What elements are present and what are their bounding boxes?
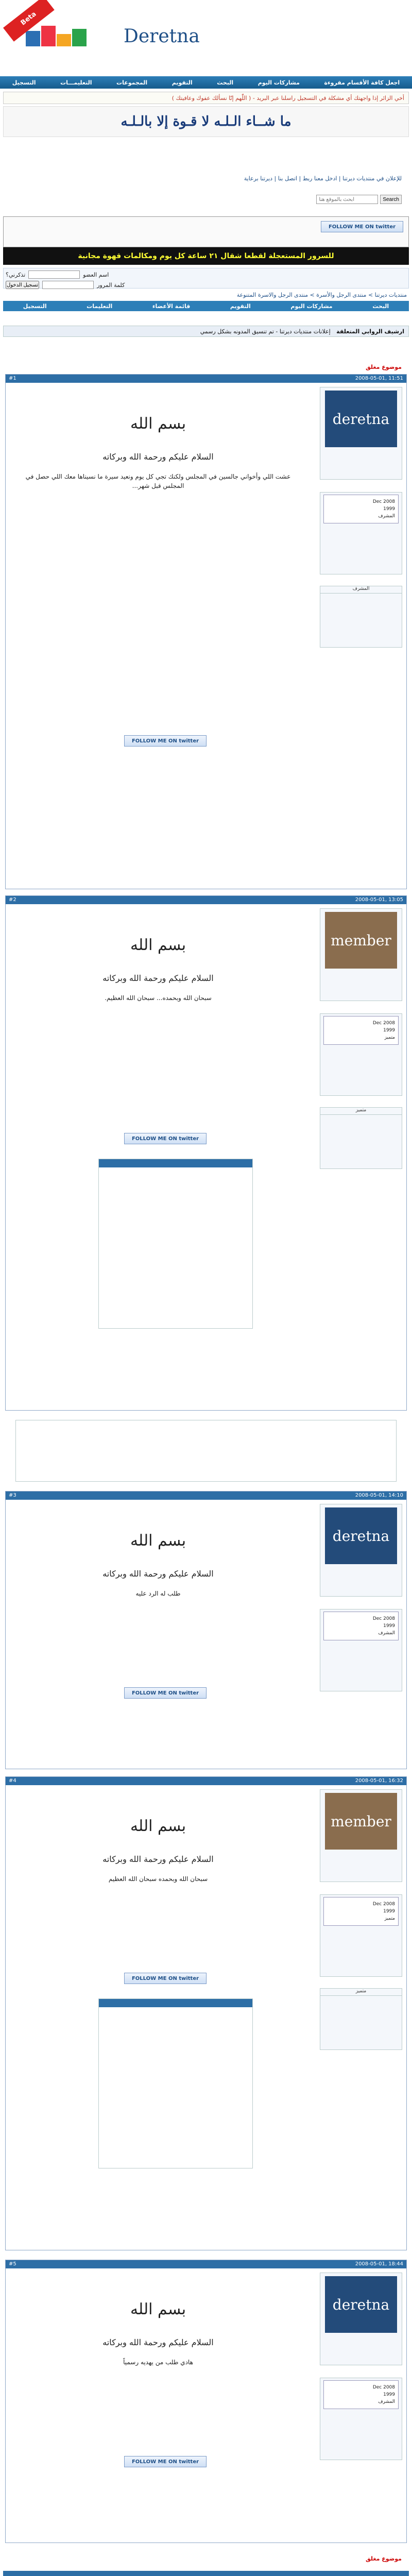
twitter-label: twitter bbox=[179, 1975, 199, 1981]
post-count: 1999 bbox=[383, 506, 395, 512]
post-date: 2008-05-01, 14:10 bbox=[355, 1493, 403, 1498]
nav2-item[interactable]: مشاركات اليوم bbox=[290, 302, 333, 310]
reputation-box bbox=[320, 1107, 402, 1169]
signature-header bbox=[99, 1999, 252, 2007]
signature-box bbox=[98, 1159, 253, 1329]
user-stats-box bbox=[320, 1894, 402, 1977]
post-header bbox=[6, 375, 406, 383]
user-stats bbox=[323, 1016, 399, 1045]
user-stats-box bbox=[320, 492, 402, 574]
follow-twitter-button[interactable] bbox=[124, 1133, 207, 1144]
user-stats bbox=[323, 2380, 399, 2409]
user-stats bbox=[323, 1612, 399, 1640]
post-count: 1999 bbox=[383, 1028, 395, 1033]
follow-box bbox=[3, 216, 409, 247]
post bbox=[5, 1491, 407, 1769]
follow-label: FOLLOW ME ON bbox=[131, 1690, 177, 1696]
remember-label: تذكرني؟ bbox=[6, 271, 26, 278]
follow-twitter-button[interactable] bbox=[124, 2456, 207, 2467]
nav-item[interactable]: التعليمـــات bbox=[60, 79, 92, 86]
calligraphy: بسم الله bbox=[130, 2300, 186, 2318]
post-body: عشت اللي وأخواني جالسين في المجلس ولكنك تجي كل يوم ونعيد سيرة ما نسيناها معك اللي حصل في المجلس قبل شهر... bbox=[25, 473, 291, 489]
follow-label: FOLLOW ME ON bbox=[131, 1975, 177, 1981]
user-avatar-box bbox=[320, 2273, 402, 2365]
beta-ribbon: Beta bbox=[3, 0, 55, 42]
login-form bbox=[3, 268, 409, 289]
secondary-navbar bbox=[3, 301, 409, 311]
user-badge: المشرف bbox=[378, 1631, 395, 1636]
reputation-header: المشرف bbox=[320, 586, 402, 594]
top-navbar bbox=[0, 76, 412, 89]
post-header bbox=[6, 896, 406, 904]
nav-item[interactable]: التقويم bbox=[171, 79, 193, 86]
salam-text: السلام عليكم ورحمة الله وبركاته bbox=[102, 2337, 214, 2347]
post-count: 1999 bbox=[383, 1909, 395, 1914]
post-count: 1999 bbox=[383, 2392, 395, 2397]
twitter-label: twitter bbox=[179, 738, 199, 744]
avatar[interactable]: deretna bbox=[325, 391, 397, 447]
post-content bbox=[14, 911, 302, 1003]
user-avatar-box bbox=[320, 1504, 402, 1597]
post-body: طلب له الرد عليه bbox=[135, 1590, 181, 1597]
user-stats-box bbox=[320, 1609, 402, 1691]
post bbox=[5, 2260, 407, 2543]
follow-label: FOLLOW ME ON bbox=[131, 2459, 177, 2465]
thread-title: ارشيف الروابي المتعلقة bbox=[336, 328, 404, 335]
notice-bar: ( اللّٰهم إنّا نسألك عفوك وعافيتك ) - أخي الزائر إذا واجهتك أي مشكلة في التسجيل راسلنا عبر البريد bbox=[3, 92, 409, 104]
ad-space bbox=[15, 1420, 397, 1482]
reputation-box bbox=[320, 586, 402, 648]
nav-item[interactable]: التسجيل bbox=[12, 79, 36, 86]
avatar[interactable]: deretna bbox=[325, 1507, 397, 1564]
user-stats-box bbox=[320, 1013, 402, 1096]
post-number: #4 bbox=[9, 1778, 16, 1784]
reply-status: موضوع مغلق bbox=[365, 364, 402, 370]
post bbox=[5, 1776, 407, 2250]
post-date: 2008-05-01, 11:51 bbox=[355, 376, 403, 381]
password-input[interactable] bbox=[42, 281, 94, 289]
follow-twitter-button[interactable] bbox=[321, 221, 403, 232]
follow-twitter-button[interactable] bbox=[124, 1973, 207, 1984]
nav-item[interactable]: مشاركات اليوم bbox=[258, 79, 300, 86]
top-links[interactable]: للإعلان في منتديات ديرتنا | ادخل معنا ربط | اتصل بنا | ديرتنا برعاية bbox=[244, 175, 402, 182]
join-date: Dec 2008 bbox=[372, 1021, 395, 1026]
banner: ما شــاء الـلـه لا قـوة إلا بالـلـه bbox=[3, 106, 409, 137]
search-input[interactable] bbox=[316, 195, 378, 204]
join-date: Dec 2008 bbox=[372, 2385, 395, 2390]
reputation-header: متميز bbox=[320, 1989, 402, 1996]
post bbox=[5, 374, 407, 889]
nav-item[interactable]: البحث bbox=[217, 79, 234, 86]
signature-box bbox=[98, 1998, 253, 2168]
post-number: #2 bbox=[9, 897, 16, 903]
calligraphy: بسم الله bbox=[130, 1531, 186, 1550]
follow-label: FOLLOW ME ON bbox=[328, 224, 374, 230]
search-button[interactable]: Search bbox=[380, 195, 402, 204]
twitter-label: twitter bbox=[179, 2459, 199, 2465]
avatar[interactable]: deretna bbox=[325, 2276, 397, 2333]
nav2-item[interactable]: التقويم bbox=[230, 302, 251, 310]
post-content bbox=[14, 1792, 302, 1884]
user-badge: المشرف bbox=[378, 514, 395, 519]
post bbox=[5, 895, 407, 1411]
user-badge: المشرف bbox=[378, 2399, 395, 2404]
login-button[interactable]: تسجيل الدخول bbox=[6, 281, 39, 289]
post-content bbox=[14, 2276, 302, 2367]
post-count: 1999 bbox=[383, 1623, 395, 1629]
salam-text: السلام عليكم ورحمة الله وبركاته bbox=[102, 1854, 214, 1864]
user-avatar-box bbox=[320, 387, 402, 480]
salam-text: السلام عليكم ورحمة الله وبركاته bbox=[102, 1569, 214, 1579]
nav2-item[interactable]: قائمة الأعضاء bbox=[152, 302, 191, 310]
footer-nav-bar bbox=[3, 2571, 409, 2576]
thread-title-bar bbox=[3, 326, 409, 337]
post-number: #5 bbox=[9, 2261, 16, 2267]
join-date: Dec 2008 bbox=[372, 499, 395, 504]
avatar[interactable]: member bbox=[325, 912, 397, 969]
user-badge: متميز bbox=[384, 1035, 395, 1040]
search-box bbox=[316, 195, 402, 204]
post-date: 2008-05-01, 13:05 bbox=[355, 897, 403, 903]
user-stats bbox=[323, 1897, 399, 1926]
user-avatar-box bbox=[320, 908, 402, 1001]
calligraphy: بسم الله bbox=[130, 414, 186, 433]
calligraphy: بسم الله bbox=[130, 936, 186, 954]
signature-header bbox=[99, 1159, 252, 1167]
post-number: #3 bbox=[9, 1493, 16, 1498]
join-date: Dec 2008 bbox=[372, 1902, 395, 1907]
user-avatar-box bbox=[320, 1789, 402, 1882]
follow-label: FOLLOW ME ON bbox=[131, 738, 177, 744]
nav2-item[interactable]: التعليمات bbox=[87, 302, 113, 310]
post-header bbox=[6, 2260, 406, 2268]
ad-bar[interactable]: للسرور المستعجلة لقطعا شقال ٢١ ساعة كل يوم ومكالمات قهوة مجانية bbox=[3, 247, 409, 265]
avatar[interactable]: member bbox=[325, 1793, 397, 1850]
post-header bbox=[6, 1777, 406, 1785]
nav2-item[interactable]: التسجيل bbox=[23, 302, 47, 310]
username-label: اسم العضو bbox=[83, 271, 109, 278]
post-content bbox=[14, 390, 302, 490]
user-stats bbox=[323, 495, 399, 523]
breadcrumb[interactable]: منتديات ديرتنا > منتدى الرجل والأسرة > منتدى الرجل والاسرة المتنوعة bbox=[236, 292, 407, 298]
post-content bbox=[14, 1507, 302, 1598]
nav-item[interactable]: المجموعات bbox=[116, 79, 148, 86]
post-header bbox=[6, 1492, 406, 1500]
follow-twitter-button[interactable] bbox=[124, 735, 207, 747]
salam-text: السلام عليكم ورحمة الله وبركاته bbox=[102, 452, 214, 462]
join-date: Dec 2008 bbox=[372, 1616, 395, 1621]
post-body: سبحان الله وبحمده... سبحان الله العظيم. bbox=[105, 994, 212, 1002]
twitter-label: twitter bbox=[179, 1690, 199, 1696]
nav2-item[interactable]: البحث bbox=[372, 302, 389, 310]
user-stats-box bbox=[320, 2378, 402, 2460]
post-number: #1 bbox=[9, 376, 16, 381]
password-label: كلمة المرور bbox=[97, 281, 125, 289]
follow-twitter-button[interactable] bbox=[124, 1687, 207, 1699]
calligraphy: بسم الله bbox=[130, 1817, 186, 1835]
username-input[interactable] bbox=[28, 270, 80, 279]
twitter-label: twitter bbox=[375, 224, 396, 230]
post-body: سبحان الله وبحمده سبحان الله العظيم bbox=[108, 1875, 208, 1883]
reputation-box bbox=[320, 1988, 402, 2050]
post-body: هادي طلب من يهديه رسمياً bbox=[123, 2359, 193, 2366]
twitter-label: twitter bbox=[179, 1136, 199, 1142]
salam-text: السلام عليكم ورحمة الله وبركاته bbox=[102, 973, 214, 983]
user-badge: متميز bbox=[384, 1916, 395, 1921]
logo-text: Deretna bbox=[124, 26, 200, 47]
reply-status-bottom: موضوع مغلق bbox=[365, 2555, 402, 2562]
nav-item[interactable]: اجعل كافة الأقسام مقروءة bbox=[324, 79, 400, 86]
post-date: 2008-05-01, 16:32 bbox=[355, 1778, 403, 1784]
info-line: إعلانات منتديات ديرتنا - تم تنسيق المدونه بشكل رسمي bbox=[200, 328, 331, 335]
post-date: 2008-05-01, 18:44 bbox=[355, 2261, 403, 2267]
reputation-header: متميز bbox=[320, 1108, 402, 1115]
follow-label: FOLLOW ME ON bbox=[131, 1136, 177, 1142]
